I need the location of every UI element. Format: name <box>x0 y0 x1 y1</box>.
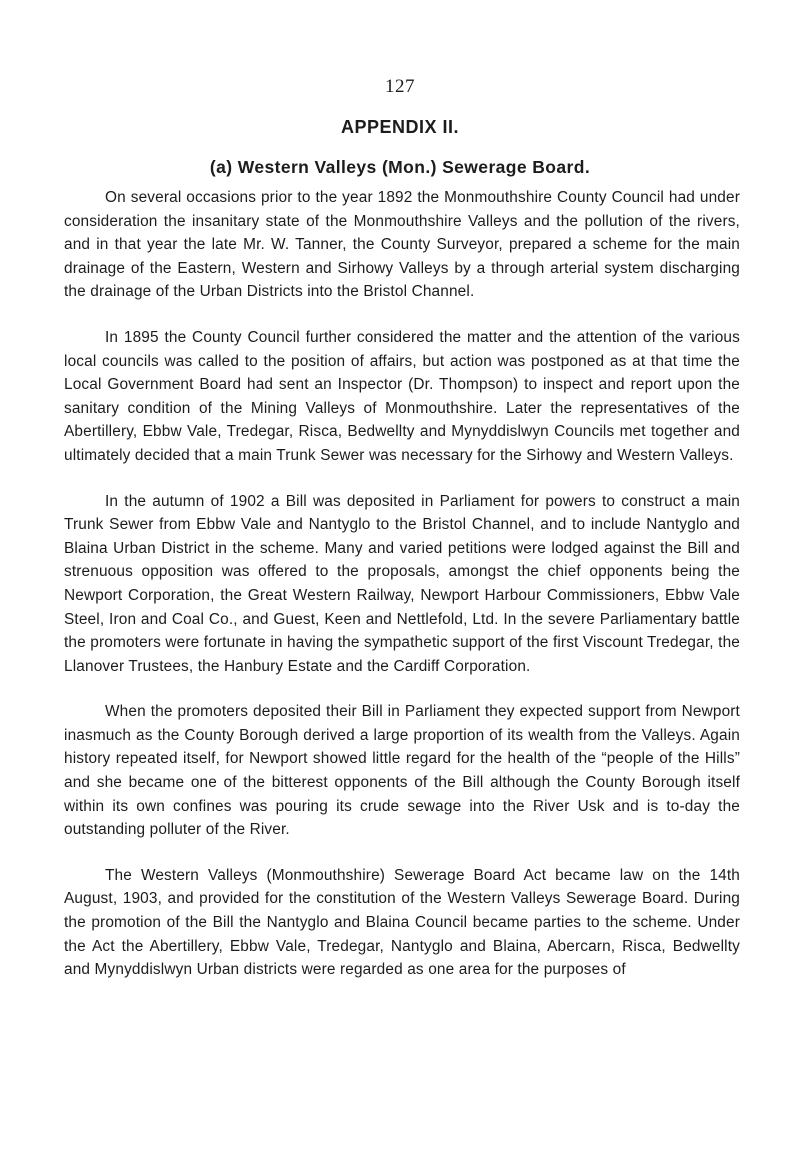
paragraph: When the promoters deposited their Bill in Parliament they expected support from Newport inasmuch as the County Borough derived a large proportion of its wealth from the Valleys. Again history repeated itself, for Newport showed little regard for the health of the “people of the Hills” and she became one of the bitterest opponents of the Bill although the County Borough itself within its own confines was pouring its crude sewage into the River Usk and is to-day the outstanding polluter of the River. <box>64 703 740 839</box>
section-title: (a) Western Valleys (Mon.) Sewerage Board. <box>209 157 591 177</box>
body-text <box>64 186 740 1004</box>
paragraph: In the autumn of 1902 a Bill was deposited in Parliament for powers to construct a main Trunk Sewer from Ebbw Vale and Nantyglo to the Bristol Channel, and to include Nantyglo and Blaina Urban District in the scheme. Many and varied petitions were lodged against the Bill and strenuous opposition was offered to the proposals, amongst the chief opponents being the Newport Corporation, the Great Western Railway, Newport Harbour Commissioners, Ebbw Vale Steel, Iron and Coal Co., and Guest, Keen and Nettlefold, Ltd. In the severe Parliamentary battle the promoters were fortunate in having the sympathetic support of the first Viscount Tredegar, the Llanover Trustees, the Hanbury Estate and the Cardiff Corporation. <box>64 492 740 675</box>
page-number: 127 <box>385 76 415 97</box>
paragraph: On several occasions prior to the year 1892 the Monmouthshire County Council had under consideration the insanitary state of the Monmouthshire Valleys and the pollution of the rivers, and in that year the late Mr. W. Tanner, the County Surveyor, prepared a scheme for the main drainage of the Eastern, Western and Sirhowy Valleys by a through arterial system discharging the drainage of the Urban Districts into the Bristol Channel. <box>64 189 740 301</box>
paragraph: The Western Valleys (Monmouthshire) Sewerage Board Act became law on the 14th August, 1903, and provided for the constitution of the Western Valleys Sewerage Board. During the promotion of the Bill the Nantyglo and Blaina Council became parties to the scheme. Under the Act the Abertillery, Ebbw Vale, Tredegar, Nantyglo and Blaina, Abercarn, Risca, Bedwellty and Mynyddislwyn Urban districts were regarded as one area for the purposes of <box>64 866 740 979</box>
appendix-title: APPENDIX II. <box>340 117 460 137</box>
paragraph: In 1895 the County Council further considered the matter and the attention of the various local councils was called to the position of affairs, but action was postponed as at that time the Local Government Board had sent an Inspector (Dr. Thompson) to inspect and report upon the sanitary condition of the Mining Valleys of Monmouthshire. Later the representatives of the Abertillery, Ebbw Vale, Tredegar, Risca, Bedwellty and Mynyddislwyn Councils met together and ultimately decided that a main Trunk Sewer was necessary for the Sirhowy and Western Valleys. <box>64 328 740 464</box>
